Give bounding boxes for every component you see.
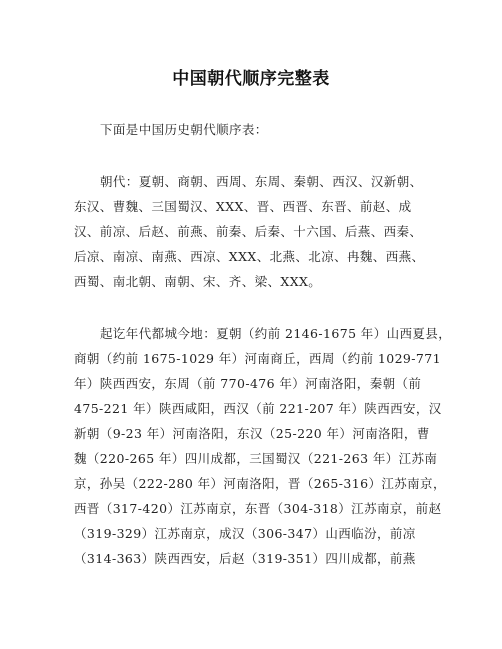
intro-line: 下面是中国历史朝代顺序表：	[100, 122, 268, 137]
capitals-line: （319-329）江苏南京，成汉（306-347）山西临汾，前凉	[74, 526, 416, 541]
document-title: 中国朝代顺序完整表	[172, 69, 330, 89]
capitals-line: 魏（220-265 年）四川成都，三国蜀汉（221-263 年）江苏南	[74, 451, 438, 466]
capitals-line: 起讫年代都城今地：夏朝（约前 2146-1675 年）山西夏县，	[100, 326, 452, 341]
capitals-line: 西晋（317-420）江苏南京，东晋（304-318）江苏南京，前赵	[74, 501, 442, 516]
capitals-line: 京，孙吴（222-280 年）河南洛阳，晋（265-316）江苏南京，	[74, 476, 446, 491]
dynasties-paragraph	[74, 169, 434, 294]
capitals-line: （314-363）陕西西安，后赵（319-351）四川成都，前燕	[74, 551, 416, 566]
dynasties-line: 汉、前凉、后赵、前燕、前秦、后秦、十六国、后燕、西秦、	[74, 224, 423, 239]
capitals-line: 年）陕西西安，东周（前 770-476 年）河南洛阳，秦朝（前	[74, 376, 422, 391]
capitals-line: 商朝（约前 1675-1029 年）河南商丘，西周（约前 1029-771	[74, 351, 441, 366]
dynasties-line: 后凉、南凉、南燕、西凉、XXX、北燕、北凉、冉魏、西燕、	[74, 249, 425, 264]
capitals-line: 475-221 年）陕西咸阳，西汉（前 221-207 年）陕西西安，汉	[74, 401, 442, 416]
capitals-line: 新朝（9-23 年）河南洛阳，东汉（25-220 年）河南洛阳，曹	[74, 426, 430, 441]
dynasties-line: 朝代：夏朝、商朝、西周、东周、秦朝、西汉、汉新朝、	[100, 174, 423, 189]
intro-paragraph	[74, 117, 434, 142]
capitals-paragraph	[74, 321, 452, 571]
dynasties-line: 西蜀、南北朝、南朝、宋、齐、梁、XXX。	[74, 274, 322, 289]
dynasties-line: 东汉、曹魏、三国蜀汉、XXX、晋、西晋、东晋、前赵、成	[74, 199, 412, 214]
